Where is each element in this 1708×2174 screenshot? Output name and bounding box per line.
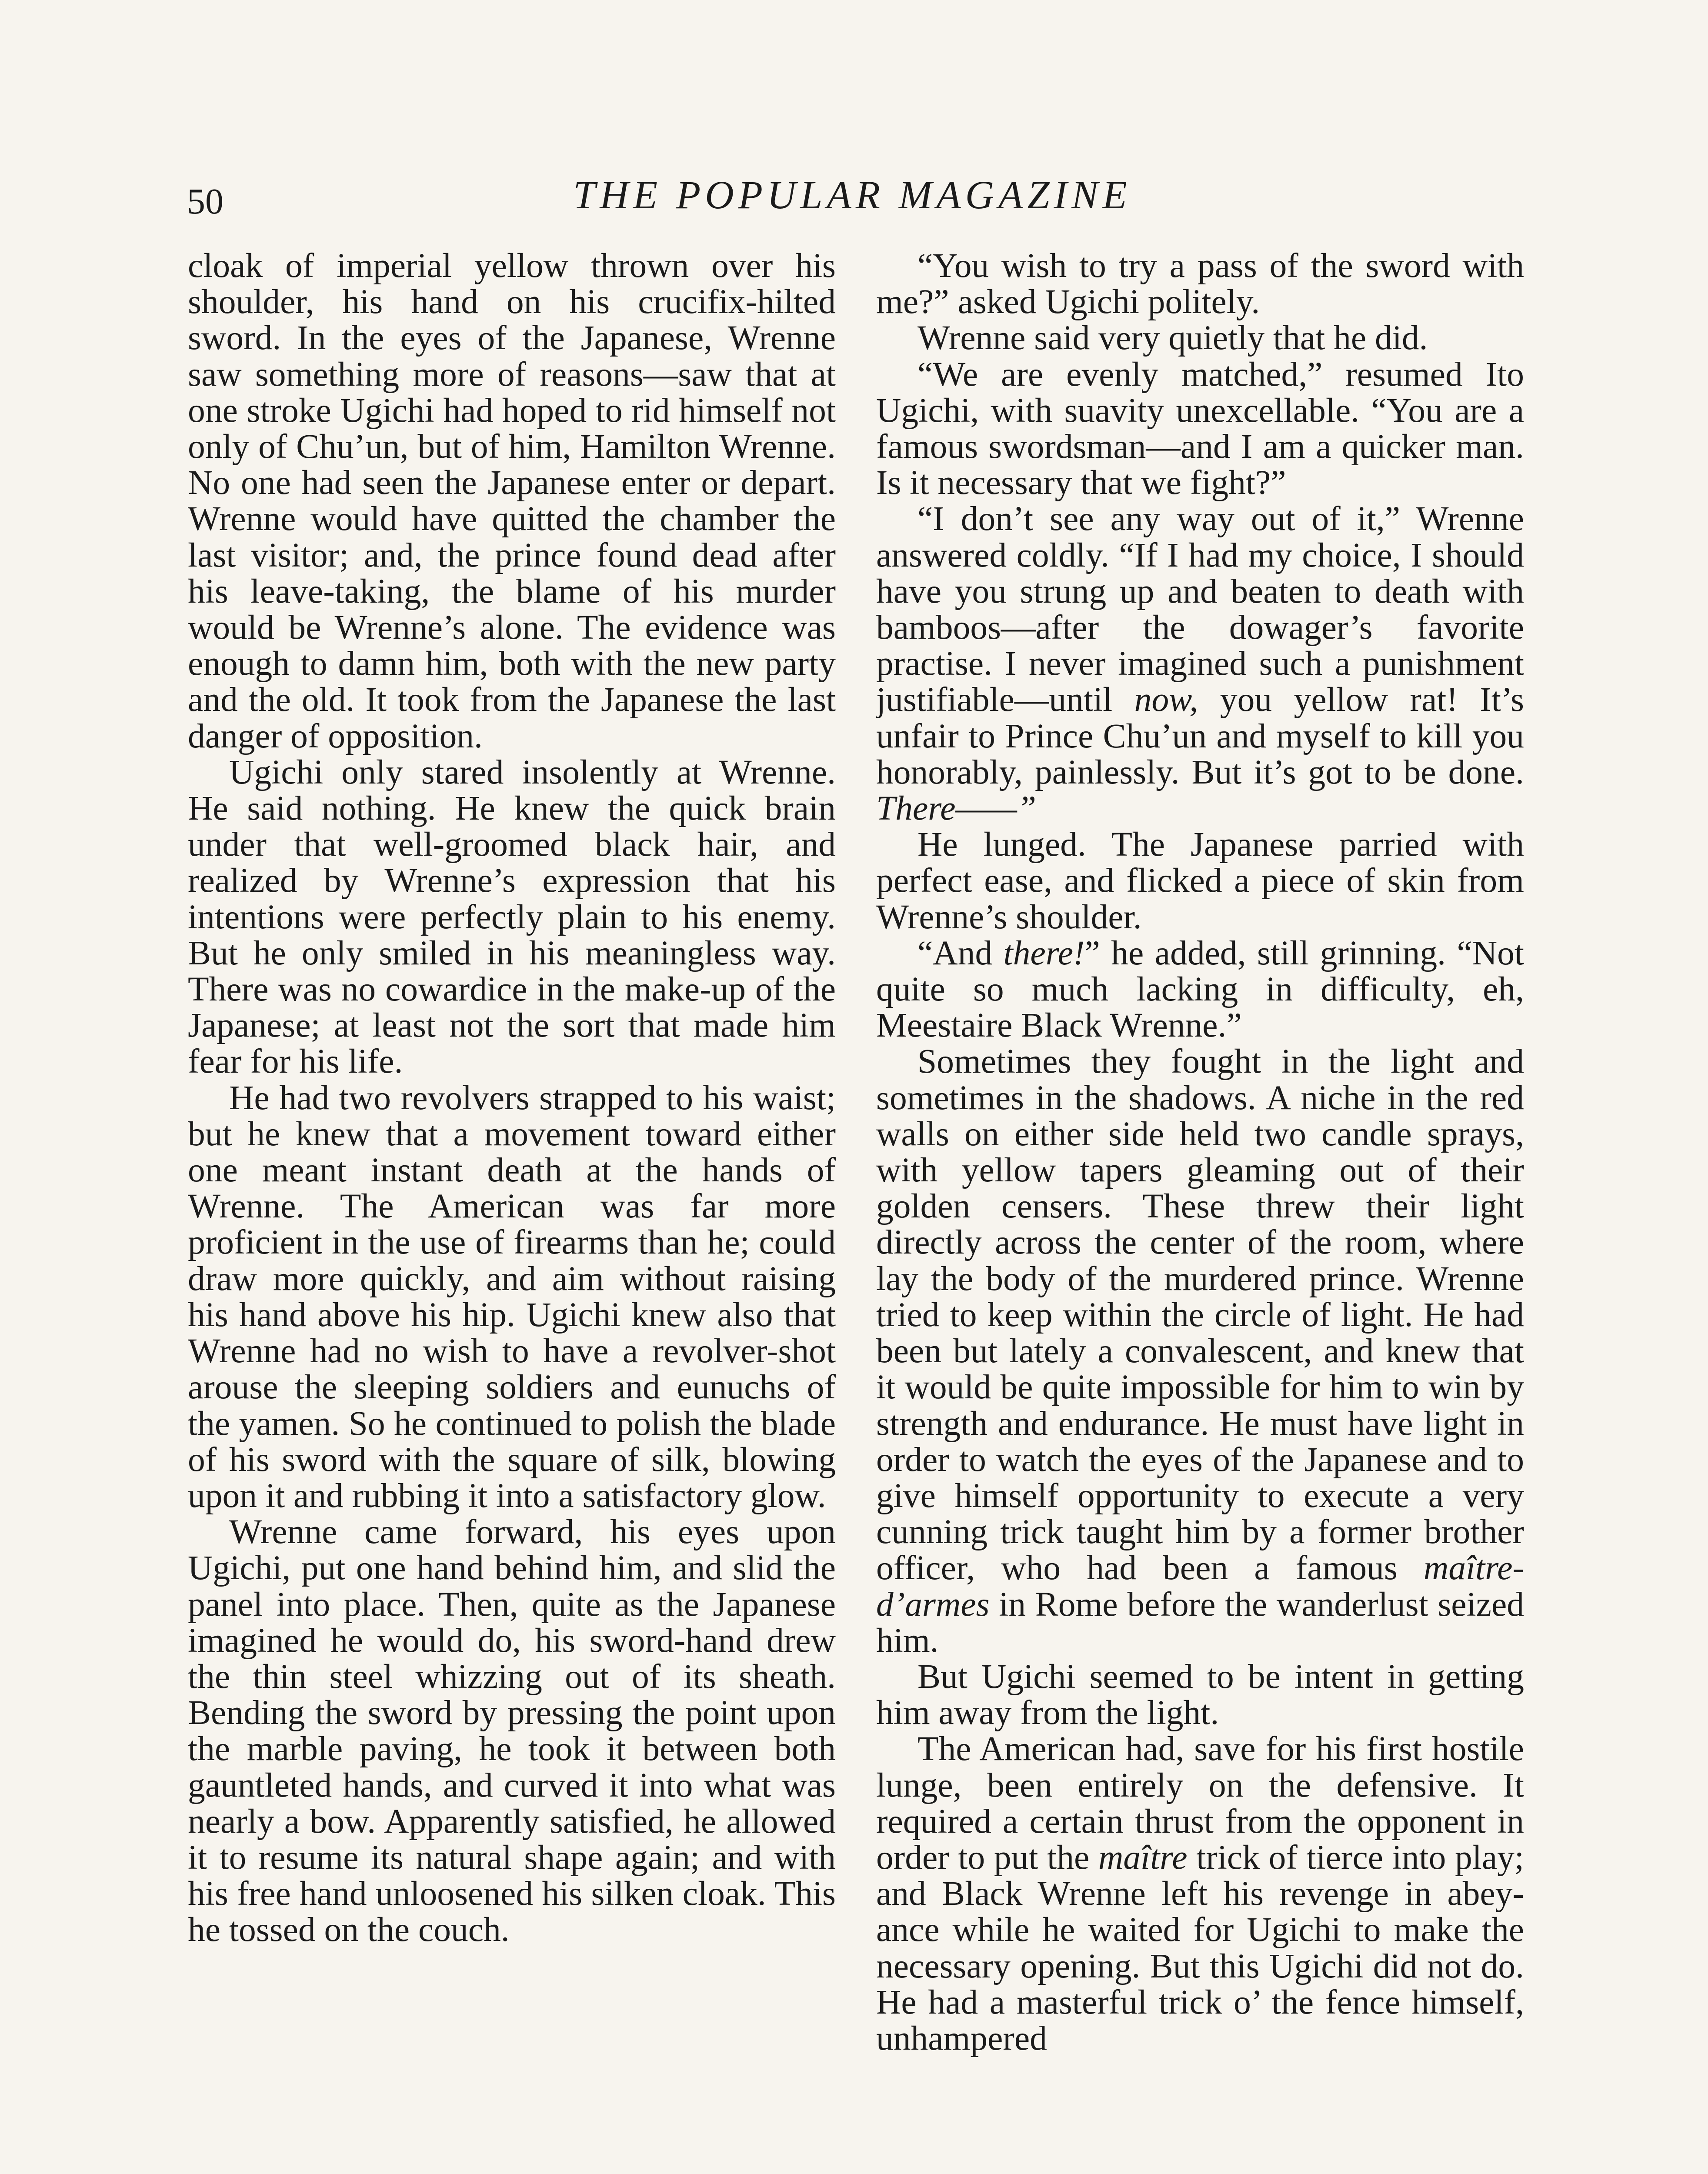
text-run: trick of tierce into play; and Black Wrenne left his revenge in abeyance while he waited for Ugichi to make the necessary opening. But this Ugichi did not do. He had a masterful trick o’ the fence himself, unhampered [876, 1838, 1524, 2057]
text-run: “We are evenly matched,” resumed Ito Ugichi, with suavity unexcellable. “You are a famous swordsman—and I am a quicker man. Is it necessary that we fight?” [876, 355, 1524, 502]
paragraph [876, 1044, 1524, 1658]
text-run: He had two revolvers strapped to his waist; but he knew that a movement toward either one meant instant death at the hands of Wrenne. The American was far more proficient in the use of firearms than he; could draw more quickly, and aim without raising his hand above his hip. Ugichi knew also that Wrenne had no wish to have a revolver-shot arouse the sleeping soldiers and eunuchs of the yamen. So he continued to polish the blade of his sword with the square of silk, blowing upon it and rubbing it into a satisfactory glow. [188, 1078, 836, 1515]
paragraph [876, 1731, 1524, 2057]
text-run: cloak of imperial yellow thrown over his shoulder, his hand on his crucifix-hilted sword. In the eyes of the Japanese, Wrenne saw something more of reasons—saw that at one stroke Ugichi had hoped to rid himself not only of Chu’un, but of him, Hamilton Wrenne. No one had seen the Japanese enter or depart. Wrenne would have quitted the chamber the last visitor; and, the prince found dead after his leave-taking, the blame of his murder would be Wrenne’s alone. The evidence was enough to damn him, both with the new party and the old. It took from the Japanese the last danger of opposition. [188, 248, 836, 755]
paragraph [188, 1080, 836, 1514]
paragraph [876, 935, 1524, 1044]
text-run: But Ugichi seemed to be intent in getting him away from the light. [876, 1657, 1524, 1732]
left-text-column [188, 248, 836, 2174]
italic-text: There——” [876, 789, 1037, 828]
paragraph [876, 320, 1524, 356]
paragraph [876, 827, 1524, 935]
page-header [187, 172, 1518, 233]
text-run: in Rome before the wanderlust seized him. [876, 1585, 1524, 1660]
paragraph [188, 248, 836, 754]
text-run: “And [917, 934, 1004, 972]
paragraph [876, 248, 1524, 320]
text-run: The American had, save for his first hostile lunge, been entirely on the defensive. It required a certain thrust from the opponent in order to put the [876, 1730, 1524, 1877]
text-run: He lunged. The Japanese parried with perfect ease, and flicked a piece of skin from Wrenne’s shoulder. [876, 825, 1524, 936]
page-number: 50 [187, 181, 224, 222]
paragraph [876, 357, 1524, 501]
italic-text: there! [1003, 934, 1085, 972]
italic-text: now, [1134, 680, 1198, 719]
paragraph [876, 501, 1524, 827]
right-text-column [876, 248, 1524, 2174]
italic-text: maître-d’armes [876, 1549, 1524, 1624]
paragraph [188, 754, 836, 1080]
text-run: you yellow rat! It’s unfair to Prince Chu’un and myself to kill you honorably, painlessly. But it’s got to be done. [876, 680, 1524, 791]
text-run: ” he added, still grinning. “Not quite so much lacking in difficulty, eh, Meestaire Black Wrenne.” [876, 934, 1524, 1045]
text-run: “I don’t see any way out of it,” Wrenne answered coldly. “If I had my choice, I should have you strung up and beaten to death with bamboos—after the dowager’s favorite practise. I never imagined such a punishment justifiable—until [876, 500, 1524, 719]
text-run: Wrenne said very quietly that he did. [917, 319, 1428, 357]
text-run: Ugichi only stared insolently at Wrenne. He said nothing. He knew the quick brain under that well-groomed black hair, and realized by Wrenne’s expression that his intentions were perfectly plain to his enemy. But he only smiled in his meaningless way. There was no cowardice in the make-up of the Japanese; at least not the sort that made him fear for his life. [188, 753, 836, 1081]
paragraph [876, 1659, 1524, 1731]
text-run: “You wish to try a pass of the sword with me?” asked Ugichi politely. [876, 248, 1524, 321]
italic-text: maître [1098, 1838, 1188, 1877]
running-title: THE POPULAR MAGAZINE [573, 173, 1131, 217]
text-run: Sometimes they fought in the light and sometimes in the shadows. A niche in the red walls on either side held two candle sprays, with yellow tapers gleaming out of their golden censers. These threw their light directly across the center of the room, where lay the body of the murdered prince. Wrenne tried to keep within the circle of light. He had been but lately a convalescent, and knew that it would be quite impossible for him to win by strength and endurance. He must have light in order to watch the eyes of the Japanese and to give himself opportunity to execute a very cunning trick taught him by a former brother officer, who had been a famous [876, 1042, 1524, 1587]
paragraph [188, 1514, 836, 1948]
text-run: Wrenne came forward, his eyes upon Ugichi, put one hand behind him, and slid the panel into place. Then, quite as the Japanese imagined he would do, his sword-hand drew the thin steel whizzing out of its sheath. Bending the sword by pressing the point upon the marble paving, he took it between both gauntleted hands, and curved it into what was nearly a bow. Apparently satisfied, he allowed it to resume its natural shape again; and with his free hand unloosened his silken cloak. This he tossed on the couch. [188, 1513, 836, 1949]
